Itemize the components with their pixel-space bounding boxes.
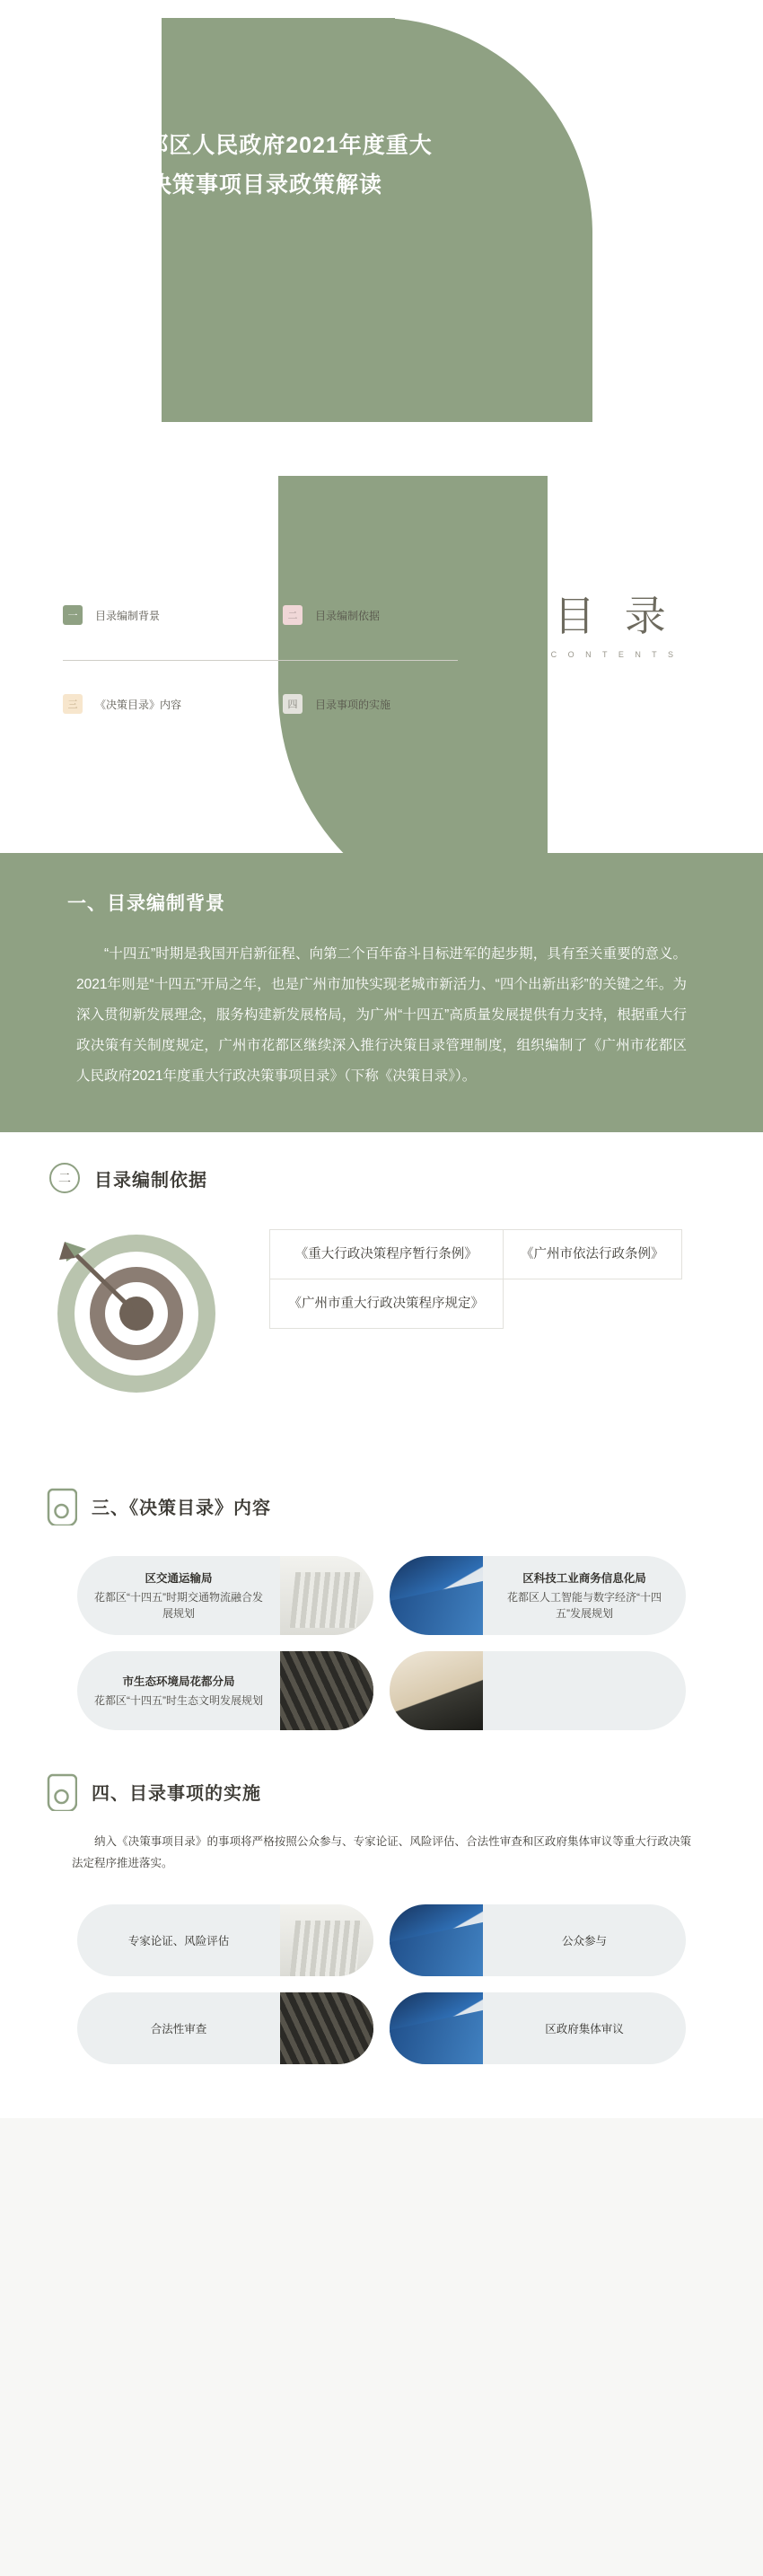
toc-marker-icon: 三: [63, 694, 83, 714]
page-title: 广州市花都区人民政府2021年度重大行政决策事项目录政策解读: [52, 133, 433, 198]
section-2: [0, 1132, 763, 1466]
implementation-card-label: 区政府集体审议: [545, 2023, 624, 2035]
decision-card-department: 区交通运输局: [145, 1572, 213, 1585]
table-row: [270, 1230, 682, 1279]
section-background: [0, 853, 763, 1132]
law-cell: 《广州市依法行政条例》: [503, 1230, 681, 1279]
decision-card-text: [77, 1569, 280, 1622]
contents-heading: [551, 584, 678, 659]
section-number-badge: 二: [49, 1163, 80, 1193]
card-row: [77, 1556, 686, 1635]
toc-marker-icon: 一: [63, 605, 83, 625]
toc-item-label: 目录编制依据: [315, 609, 381, 622]
blue-abstract-photo-icon: [390, 1992, 483, 2064]
bookmark-pin-icon: [47, 1772, 77, 1811]
decision-card[interactable]: [390, 1556, 686, 1635]
card-row: [77, 1904, 686, 1976]
toc-item-2[interactable]: [283, 597, 494, 633]
toc-row: [63, 686, 494, 722]
dark-texture-photo-icon: [280, 1992, 373, 2064]
toc-item-label: 目录编制背景: [95, 609, 161, 622]
card-row: [77, 1651, 686, 1730]
decision-cards: [0, 1556, 763, 1730]
blue-abstract-photo-icon: [390, 1556, 483, 1635]
table-of-contents: [63, 597, 494, 722]
decision-card[interactable]: [390, 1651, 686, 1730]
implementation-card-label: 合法性审查: [150, 2023, 207, 2035]
card-row: [77, 1992, 686, 2064]
toc-divider: [63, 660, 458, 661]
hero-shape-decoration-2: [162, 18, 395, 422]
decision-card-text: [483, 1569, 686, 1622]
decision-card-description: 花都区“十四五”时期交通物流融合发展规划: [94, 1591, 263, 1620]
building-photo-icon: [280, 1904, 373, 1976]
implementation-card[interactable]: [77, 1992, 373, 2064]
contents-heading-cn: 目 录: [553, 593, 675, 639]
toc-marker-icon: 二: [283, 605, 303, 625]
toc-marker-icon: 四: [283, 694, 303, 714]
implementation-card[interactable]: [390, 1904, 686, 1976]
toc-item-1[interactable]: [63, 597, 274, 633]
bookmark-pin-icon: [47, 1486, 77, 1525]
implementation-card[interactable]: [390, 1992, 686, 2064]
decision-card-department: 区科技工业商务信息化局: [522, 1572, 646, 1585]
blue-abstract-photo-icon: [390, 1904, 483, 1976]
implementation-card-label: 公众参与: [561, 1935, 607, 1947]
contents-heading-en: C O N T E N T S: [550, 650, 678, 659]
decision-card-description: 花都区“十四五”时生态文明发展规划: [94, 1694, 263, 1707]
implementation-card-label: 专家论证、风险评估: [127, 1935, 230, 1947]
section-4: [0, 1748, 763, 2118]
table-row: [270, 1279, 682, 1329]
toc-item-4[interactable]: [283, 686, 494, 722]
section-4-note: 纳入《决策事项目录》的事项将严格按照公众参与、专家论证、风险评估、合法性审查和区政府集体审议等重大行政决策法定程序推进落实。: [72, 1835, 691, 1869]
decision-card-department: 市生态环境局花都分局: [122, 1675, 235, 1688]
law-cell: 《重大行政决策程序暂行条例》: [270, 1230, 504, 1279]
law-cell-empty: [503, 1279, 681, 1329]
section-3: [0, 1466, 763, 1748]
section-1-title: 一、目录编制背景: [67, 893, 225, 914]
arrow-icon: [56, 1238, 149, 1332]
decision-card-description: 花都区人工智能与数字经济“十四五”发展规划: [507, 1591, 662, 1620]
contents-section: [0, 476, 763, 853]
decision-card-text: [483, 1689, 686, 1692]
hero-banner: [0, 0, 763, 476]
decision-card[interactable]: [77, 1651, 373, 1730]
section-2-header: [49, 1163, 763, 1193]
toc-row: [63, 597, 494, 633]
toc-item-label: 目录事项的实施: [315, 698, 391, 711]
implementation-card[interactable]: [77, 1904, 373, 1976]
section-3-title: 三、《决策目录》内容: [92, 1498, 271, 1518]
section-4-title: 四、目录事项的实施: [92, 1783, 261, 1804]
implementation-cards: [0, 1904, 763, 2064]
laws-illustration-area: [0, 1224, 763, 1439]
section-1-body: “十四五”时期是我国开启新征程、向第二个百年奋斗目标进军的起步期，具有至关重要的意义。2021年则是“十四五”开局之年，也是广州市加快实现老城市新活力、“四个出新出彩”的关键之年。为深入贯彻新发展理念，服务构建新发展格局，为广州“十四五”高质量发展提供有力支持，根据重大行政决策有关制度规定，广州市花都区继续深入推行决策目录管理制度，组织编制了《广州市花都区人民政府2021年度重大行政决策事项目录》（下称《决策目录》）。: [76, 946, 687, 1084]
dark-texture-photo-icon: [280, 1651, 373, 1730]
toc-item-3[interactable]: [63, 686, 274, 722]
laws-table: [269, 1229, 682, 1329]
law-cell: 《广州市重大行政决策程序规定》: [270, 1279, 504, 1329]
section-4-header: [47, 1772, 763, 1811]
toc-item-label: 《决策目录》内容: [95, 698, 182, 711]
decision-card-text: [77, 1673, 280, 1709]
contents-shape-mask: [548, 476, 763, 853]
section-3-header: [47, 1486, 763, 1525]
decision-card[interactable]: [77, 1556, 373, 1635]
building-photo-icon: [280, 1556, 373, 1635]
section-2-title: 目录编制依据: [94, 1170, 207, 1191]
hand-photo-icon: [390, 1651, 483, 1730]
